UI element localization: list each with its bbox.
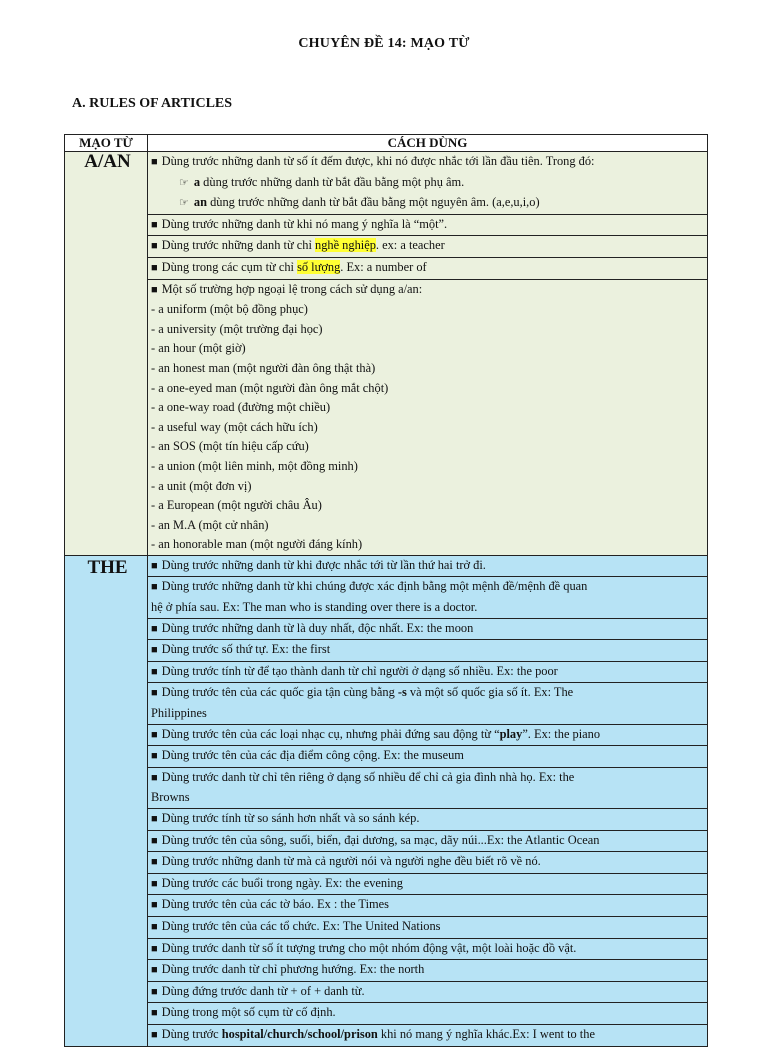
table-row [65, 852, 708, 874]
rule-cell [148, 640, 708, 662]
keyword: -s [397, 685, 407, 700]
table-row [65, 746, 708, 768]
rule-cell [148, 724, 708, 746]
articles-table [64, 134, 708, 1047]
rule-text: Dùng trước những danh từ số ít đếm được, khi nó được nhắc tới lần đầu tiên. Trong đó: [161, 154, 595, 168]
bullet-square-icon: ■ [151, 985, 158, 998]
rule-cell [148, 809, 708, 831]
rule-text: Dùng đứng trước danh từ + of + danh từ. [161, 983, 365, 998]
rule-text: ”. Ex: the piano [522, 726, 601, 741]
section-heading: A. RULES OF ARTICLES [72, 96, 233, 111]
table-row [65, 809, 708, 831]
table-row [65, 895, 708, 917]
table-row [65, 555, 708, 577]
rule-cell [148, 577, 708, 618]
table-row [65, 661, 708, 683]
exception-item: - an M.A (một cử nhân) [151, 517, 269, 532]
table-row [65, 724, 708, 746]
rule-text: Dùng trước tính từ so sánh hơn nhất và so sánh kép. [161, 811, 420, 825]
table-row [65, 279, 708, 555]
rule-cell [148, 873, 708, 895]
exception-item: - an honorable man (một người đáng kính) [151, 537, 363, 552]
table-row [65, 830, 708, 852]
exception-item: - a one-eyed man (một người đàn ông mắt chột) [151, 380, 389, 395]
rule-cell [148, 236, 708, 258]
rule-text: Dùng trước danh từ chỉ phương hướng. Ex: the north [161, 962, 425, 977]
rule-text: Một số trường hợp ngoại lệ trong cách sử dụng a/an: [161, 281, 423, 296]
bullet-square-icon: ■ [151, 877, 158, 890]
rule-text: Dùng trước những danh từ mà cả người nói và người nghe đều biết rõ về nó. [161, 854, 541, 869]
rule-cell [148, 830, 708, 852]
bullet-square-icon: ■ [151, 899, 158, 912]
highlighted-term: nghề nghiệp [315, 238, 376, 253]
rule-text: . Ex: a number of [340, 259, 427, 274]
table-row [65, 257, 708, 279]
rule-text: Dùng trong một số cụm từ cố định. [161, 1005, 336, 1020]
table-row [65, 618, 708, 640]
keyword: an [193, 195, 207, 210]
exception-item: - a useful way (một cách hữu ích) [151, 419, 318, 434]
rule-cell [148, 916, 708, 938]
rule-text: Dùng trước tên của sông, suối, biển, đại dương, sa mạc, dãy núi...Ex: the Atlantic Ocean [161, 832, 600, 847]
rule-cell [148, 661, 708, 683]
rule-cell [148, 981, 708, 1003]
table-row [65, 916, 708, 938]
bullet-square-icon: ■ [151, 644, 158, 657]
table-row [65, 960, 708, 982]
keyword: a [193, 174, 201, 189]
table-row [65, 640, 708, 662]
rule-text: dùng trước những danh từ bắt đầu bằng một nguyên âm. (a,e,u,i,o) [206, 195, 540, 210]
rule-cell [148, 1024, 708, 1046]
rule-text: Dùng trước những danh từ khi nó mang ý nghĩa là “một”. [161, 216, 448, 231]
table-header-row [65, 135, 708, 152]
rule-cell [148, 257, 708, 279]
table-row [65, 577, 708, 618]
rule-cell [148, 960, 708, 982]
exception-item: - a university (một trường đại học) [151, 321, 323, 336]
rule-text: Dùng trước tên của các quốc gia tận cùng bằng [161, 685, 398, 700]
rule-text: Dùng trước tên của các tổ chức. Ex: The United Nations [161, 918, 441, 933]
rule-text: Dùng trong các cụm từ chỉ [161, 259, 298, 274]
rule-cell [148, 1003, 708, 1025]
bullet-square-icon: ■ [151, 750, 158, 763]
rule-cell [148, 555, 708, 577]
bullet-square-icon: ■ [151, 156, 158, 168]
rule-cell [148, 618, 708, 640]
table-row [65, 236, 708, 258]
table-row [65, 683, 708, 724]
bullet-square-icon: ■ [151, 942, 158, 955]
bullet-square-icon: ■ [151, 920, 158, 933]
rule-text: Dùng trước những danh từ khi chúng được xác định bằng một mệnh đề/mệnh đề quan [161, 579, 588, 594]
pointing-hand-icon: ☞ [179, 197, 189, 210]
bullet-square-icon: ■ [151, 834, 158, 847]
rule-text: hệ ở phía sau. Ex: The man who is standing over there is a doctor. [151, 600, 478, 615]
exceptions-cell [148, 279, 708, 555]
exception-item: - an SOS (một tín hiệu cấp cứu) [151, 439, 309, 454]
bullet-square-icon: ■ [151, 1028, 158, 1041]
table-row [65, 214, 708, 236]
bullet-square-icon: ■ [151, 581, 158, 594]
bullet-square-icon: ■ [151, 1007, 158, 1020]
rule-text: Dùng trước tên của các loại nhạc cụ, nhưng phải đứng sau động từ “ [161, 726, 500, 741]
bullet-square-icon: ■ [151, 687, 158, 700]
table-row [65, 938, 708, 960]
exception-item: - a uniform (một bộ đồng phục) [151, 302, 308, 317]
rule-cell [148, 746, 708, 768]
rule-cell [148, 938, 708, 960]
exception-item: - a unit (một đơn vị) [151, 478, 252, 493]
rule-cell [148, 152, 708, 215]
exception-item: - a one-way road (đường một chiều) [151, 400, 331, 415]
rule-cell [148, 683, 708, 724]
bullet-square-icon: ■ [151, 856, 158, 869]
bullet-square-icon: ■ [151, 218, 158, 231]
rule-text: Browns [151, 790, 190, 805]
bullet-square-icon: ■ [151, 964, 158, 977]
highlighted-term: số lượng [297, 259, 341, 274]
rule-cell [148, 852, 708, 874]
rule-text: Dùng trước danh từ số ít tượng trưng cho một nhóm động vật, một loài hoặc đồ vật. [161, 940, 577, 955]
rule-text: Philippines [151, 706, 207, 721]
rule-text: Dùng trước những danh từ khi được nhắc tới từ lần thứ hai trở đi. [161, 557, 486, 572]
rule-text: Dùng trước [161, 1026, 222, 1041]
keyword: play [499, 726, 523, 741]
article-a-an-label: A/AN [65, 152, 148, 556]
rule-text: Dùng trước những danh từ chỉ [161, 238, 315, 253]
pointing-hand-icon: ☞ [179, 176, 189, 189]
table-row [65, 767, 708, 808]
rule-text: Dùng trước danh từ chỉ tên riêng ở dạng số nhiều để chỉ cả gia đình nhà họ. Ex: the [161, 769, 575, 784]
bullet-square-icon: ■ [151, 283, 158, 296]
bullet-square-icon: ■ [151, 622, 158, 635]
rule-text: Dùng trước tên của các địa điểm công cộng. Ex: the museum [161, 748, 464, 763]
table-row [65, 152, 708, 215]
rule-cell [148, 895, 708, 917]
header-cach-dung: CÁCH DÙNG [148, 135, 708, 152]
bullet-square-icon: ■ [151, 813, 158, 825]
bullet-square-icon: ■ [151, 559, 158, 572]
table-row [65, 1003, 708, 1025]
rule-text: . ex: a teacher [375, 238, 445, 253]
table-row [65, 981, 708, 1003]
bullet-square-icon: ■ [151, 261, 158, 274]
rule-text: Dùng trước tính từ để tạo thành danh từ chỉ người ở dạng số nhiều. Ex: the poor [161, 663, 558, 678]
rule-text: Dùng trước tên của các tờ báo. Ex : the Times [161, 897, 389, 912]
bullet-square-icon: ■ [151, 771, 158, 784]
rule-cell [148, 214, 708, 236]
bullet-square-icon: ■ [151, 240, 158, 253]
table-row [65, 1024, 708, 1046]
document-title: CHUYÊN ĐỀ 14: MẠO TỪ [298, 36, 470, 51]
rule-text: và một số quốc gia số ít. Ex: The [406, 685, 574, 700]
exception-item: - a union (một liên minh, một đồng minh) [151, 458, 358, 473]
keyword: hospital/church/school/prison [221, 1026, 378, 1041]
rule-cell [148, 767, 708, 808]
header-mao-tu: MẠO TỪ [65, 135, 148, 152]
rule-text: Dùng trước những danh từ là duy nhất, độc nhất. Ex: the moon [161, 620, 474, 635]
exception-item: - an honest man (một người đàn ông thật thà) [151, 360, 376, 375]
exception-item: - a European (một người châu Âu) [151, 498, 322, 513]
bullet-square-icon: ■ [151, 665, 158, 678]
rule-text: dùng trước những danh từ bắt đầu bằng một phụ âm. [200, 174, 465, 189]
bullet-square-icon: ■ [151, 728, 158, 741]
exception-item: - an hour (một giờ) [151, 341, 246, 356]
rule-text: Dùng trước số thứ tự. Ex: the first [161, 642, 331, 657]
article-the-label: THE [65, 555, 148, 1046]
table-row [65, 873, 708, 895]
rule-text: khi nó mang ý nghĩa khác.Ex: I went to the [377, 1026, 595, 1041]
rule-text: Dùng trước các buổi trong ngày. Ex: the evening [161, 875, 403, 890]
